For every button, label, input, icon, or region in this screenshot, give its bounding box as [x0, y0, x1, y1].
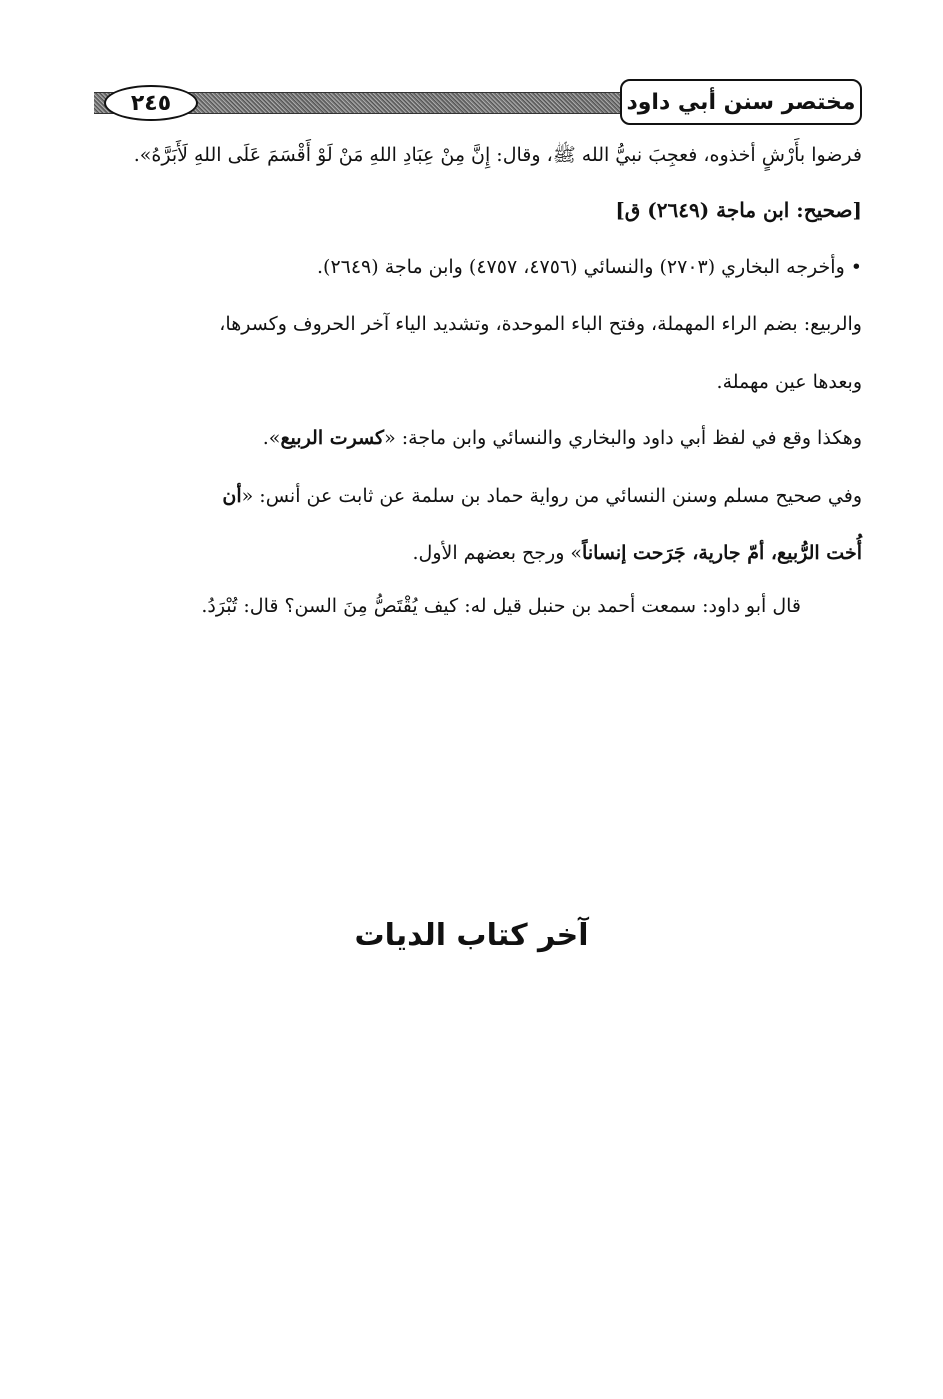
book-title: مختصر سنن أبي داود	[620, 79, 862, 125]
paragraph-wording-quote: كسرت الربيع	[280, 427, 385, 449]
grading-line: [صحيح: ابن ماجة (٢٦٤٩) ق]	[615, 198, 862, 222]
paragraph-muslim-pre: وفي صحيح مسلم وسنن النسائي من رواية حماد بن سلمة عن ثابت عن أنس: «	[241, 485, 862, 507]
chapter-end-title: آخر كتاب الديات	[354, 918, 589, 953]
paragraph-rabi-line2: وبعدها عين مهملة.	[716, 371, 862, 393]
page-number: ٢٤٥	[104, 85, 198, 121]
running-header	[86, 79, 862, 125]
paragraph-wording-pre: وهكذا وقع في لفظ أبي داود والبخاري والنسائي وابن ماجة: «	[384, 427, 862, 449]
paragraph-abu-dawud: قال أبو داود: سمعت أحمد بن حنبل قيل له: كيف يُقْتَصُّ مِنَ السن؟ قال: تُبْرَدُ.	[201, 595, 801, 617]
paragraph-hadith-end: فرضوا بأَرْشٍ أخذوه، فعجِبَ نبيُّ الله ﷺ، وقال: إِنَّ مِنْ عِبَادِ اللهِ مَنْ لَوْ أَقْسَمَ عَلَى اللهِ لَأَبَرَّهُ».	[133, 144, 862, 166]
paragraph-wording	[86, 424, 862, 452]
paragraph-muslim-post: » ورجح بعضهم الأول.	[412, 542, 583, 564]
paragraph-muslim-line1	[86, 482, 862, 510]
paragraph-muslim-line2	[86, 539, 862, 567]
paragraph-muslim-quote: أُخت الرُّبيع، أمّ جارية، جَرَحت إنساناً	[582, 542, 862, 564]
paragraph-muslim-quote-start: أن	[222, 485, 242, 507]
paragraph-rabi-line1: والربيع: بضم الراء المهملة، وفتح الباء الموحدة، وتشديد الياء آخر الحروف وكسرها،	[219, 313, 862, 335]
takhrij-line: • وأخرجه البخاري (٢٧٠٣) والنسائي (٤٧٥٦، ٤٧٥٧) وابن ماجة (٢٦٤٩).	[316, 256, 862, 278]
paragraph-wording-post: ».	[262, 427, 281, 449]
